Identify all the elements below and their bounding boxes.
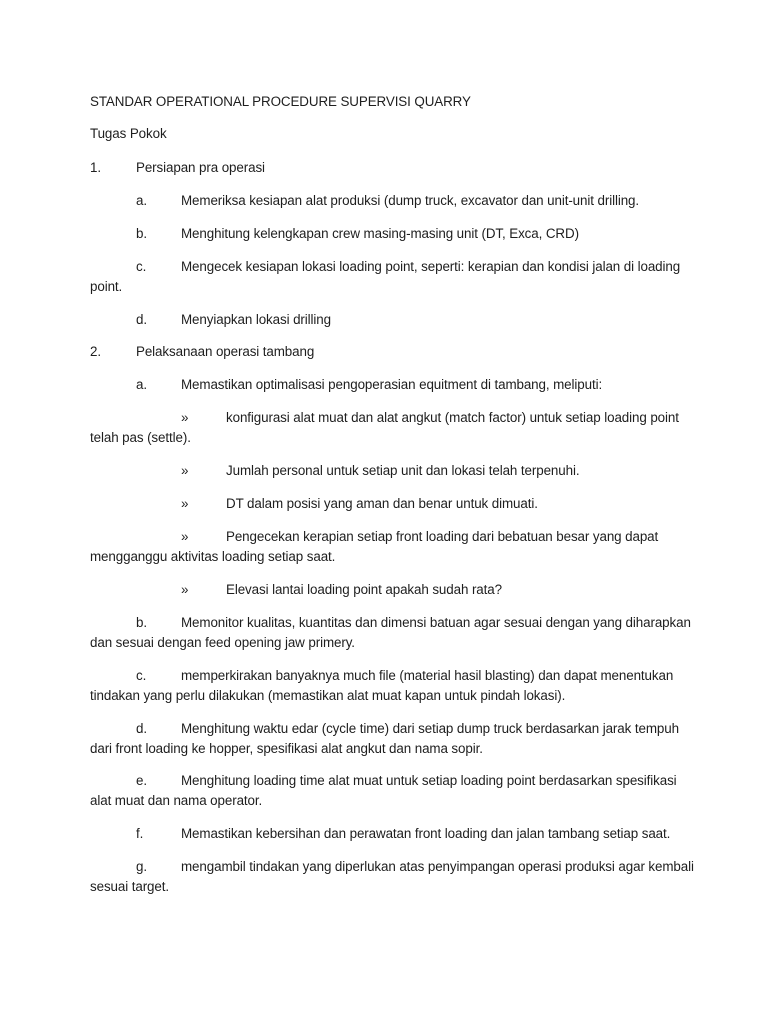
bullet-text: Pengecekan kerapian setiap front loading dari bebatuan besar yang dapat [226, 529, 659, 544]
subitem-marker: a. [136, 377, 147, 392]
subitem-text: Menyiapkan lokasi drilling [181, 312, 331, 327]
subitem-text: mengambil tindakan yang diperlukan atas penyimpangan operasi produksi agar kembali [181, 859, 694, 874]
item-number: 2. [90, 344, 101, 359]
subitem-text: Menghitung waktu edar (cycle time) dari setiap dump truck berdasarkan jarak tempuh [181, 721, 679, 736]
subitem-marker: c. [136, 668, 147, 683]
subitem-marker: a. [136, 193, 147, 208]
bullet-text: konfigurasi alat muat dan alat angkut (match factor) untuk setiap loading point [226, 410, 679, 425]
subitem-continuation: alat muat dan nama operator. [90, 793, 263, 808]
subitem-continuation: sesuai target. [90, 879, 169, 894]
item-heading: Persiapan pra operasi [136, 160, 265, 175]
subitem-text: Mengecek kesiapan lokasi loading point, seperti: kerapian dan kondisi jalan di loading [181, 259, 681, 274]
subitem-continuation: dan sesuai dengan feed opening jaw primery. [90, 635, 355, 650]
bullet-marker: » [181, 529, 189, 544]
subitem-text: Menghitung kelengkapan crew masing-masing unit (DT, Exca, CRD) [181, 226, 579, 241]
bullet-marker: » [181, 582, 189, 597]
subitem-text: Memeriksa kesiapan alat produksi (dump truck, excavator dan unit-unit drilling. [181, 193, 640, 208]
subitem-continuation: point. [90, 279, 123, 294]
subitem-marker: c. [136, 259, 147, 274]
subitem-marker: f. [136, 826, 144, 841]
subitem-continuation: tindakan yang perlu dilakukan (memastikan alat muat kapan untuk pindah lokasi). [90, 688, 566, 703]
bullet-marker: » [181, 463, 189, 478]
subitem-text: Memastikan optimalisasi pengoperasian equitment di tambang, meliputi: [181, 377, 603, 392]
bullet-marker: » [181, 410, 189, 425]
bullet-continuation: telah pas (settle). [90, 430, 191, 445]
subitem-marker: g. [136, 859, 147, 874]
bullet-text: Jumlah personal untuk setiap unit dan lokasi telah terpenuhi. [226, 463, 580, 478]
subitem-text: Menghitung loading time alat muat untuk setiap loading point berdasarkan spesifikasi [181, 773, 677, 788]
subitem-text: memperkirakan banyaknya much file (material hasil blasting) dan dapat menentukan [181, 668, 674, 683]
bullet-text: DT dalam posisi yang aman dan benar untuk dimuati. [226, 496, 538, 511]
subitem-marker: e. [136, 773, 147, 788]
bullet-marker: » [181, 496, 189, 511]
subitem-marker: b. [136, 615, 147, 630]
bullet-text: Elevasi lantai loading point apakah sudah rata? [226, 582, 502, 597]
document-title: STANDAR OPERATIONAL PROCEDURE SUPERVISI QUARRY [90, 94, 471, 109]
item-heading: Pelaksanaan operasi tambang [136, 344, 315, 359]
subitem-marker: b. [136, 226, 147, 241]
subitem-text: Memonitor kualitas, kuantitas dan dimensi batuan agar sesuai dengan yang diharapkan [181, 615, 691, 630]
subitem-text: Memastikan kebersihan dan perawatan front loading dan jalan tambang setiap saat. [181, 826, 671, 841]
bullet-continuation: mengganggu aktivitas loading setiap saat. [90, 549, 336, 564]
subitem-marker: d. [136, 721, 147, 736]
subitem-marker: d. [136, 312, 147, 327]
subitem-continuation: dari front loading ke hopper, spesifikasi alat angkut dan nama sopir. [90, 741, 483, 756]
item-number: 1. [90, 160, 101, 175]
section-heading: Tugas Pokok [90, 126, 167, 141]
